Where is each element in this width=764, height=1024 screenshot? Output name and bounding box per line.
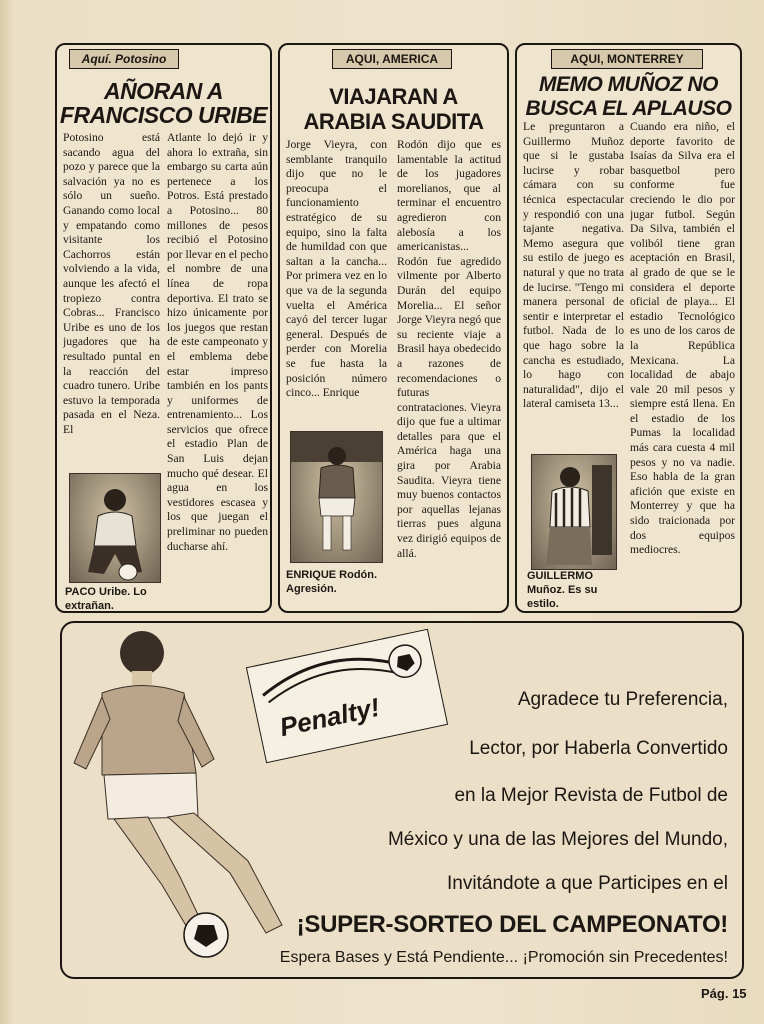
- page-number: Pág. 15: [701, 986, 747, 1001]
- article-column-1: Jorge Vieyra, con semblante tranquilo dijo que no le preocupa el funcionamiento estratégico de su equipo, sino la falta de humildad con que saltan a la cancha... Por primera vez en lo que va de la segunda vuelta el América cayó del tercer lugar general. Después de perder con Morelia se fue hasta la posición número cinco... Enrique: [286, 138, 387, 400]
- caption-text: Lo extrañan.: [65, 586, 147, 612]
- player-photo-drawing: [532, 455, 616, 569]
- article-headline-line-1: VIAJARAN A: [329, 84, 458, 109]
- caption-name: GUILLERMO Muñoz.: [527, 570, 593, 596]
- ad-headline: ¡SUPER-SORTEO DEL CAMPEONATO!: [296, 911, 728, 938]
- photo-caption: [286, 568, 390, 596]
- article-america: [278, 43, 509, 613]
- section-tag: AQUI, MONTERREY: [551, 49, 703, 69]
- article-headline-line-2: FRANCISCO URIBE: [59, 102, 268, 128]
- article-column-1: Potosino está sacando agua del pozo y parece que la salvación ya no es sólo un sueño. Ganando como local y empatando como visitante los Cachorros están volviendo a la vida, aunque les afectó el tropiezo contra Cobras... Francisco Uribe es uno de los jugadores que ha resultado puntal en la reacción del cuadro tunero. Uribe estuvo la temporada pasada en el Neza. El: [63, 131, 160, 436]
- logo-wordmark: Penalty!: [276, 691, 383, 743]
- player-photo: [531, 454, 617, 570]
- article-column-1: Le preguntaron a Guillermo Muñoz que si le gustaba lucirse y robar cámara con su técnica espectacular y respondió con una tajante negativa. Memo asegura que su estilo de juego es natural y que no trata de lucirse. "Tengo mi manera personal de sentir e interpretar el futbol. Nada de lo que hago sobre la cancha es estudiado, lo hago con naturalidad", dijo el lateral camiseta 13...: [523, 120, 624, 411]
- photo-caption: [65, 585, 169, 613]
- article-headline-line-2: ARABIA SAUDITA: [303, 109, 484, 134]
- caption-name: PACO Uribe.: [65, 586, 131, 598]
- section-tag: Aquí. Potosino: [69, 49, 179, 69]
- article-column-2: Atlante lo dejó ir y ahora lo extraña, sin embargo su carta aún pertenece a los Potros. Está prestado a Potosino... 80 millones de pesos recibió el Potosino por llevar en el pecho el nombre de una línea de ropa deportiva. El trato se hizo únicamente por los juegos que restan de este campeonato y el emblema debe estar impreso también en los pants y uniformes de entrenamiento... Los servicios que ofrece el estadio Plan de San Luis dejan mucho qué desear. El agua en los vestidores escasea y los que juegan el preliminar no pueden ducharse ahí.: [167, 131, 268, 553]
- ad-text-line-3: en la Mejor Revista de Futbol de: [454, 785, 728, 806]
- ad-text-line-1: Agradece tu Preferencia,: [517, 689, 728, 710]
- article-monterrey: [515, 43, 742, 613]
- ad-text-line-4: México y una de las Mejores del Mundo,: [387, 829, 728, 850]
- player-photo-drawing: [70, 474, 160, 582]
- article-column-2: Rodón dijo que es lamentable la actitud de los jugadores morelianos, que al terminar el encuentro agredieron con alebosía a los americanistas... Rodón fue agredido vilmente por Alberto Durán del equipo Morelia... El señor Jorge Vieyra negó que su reciente viaje a Brasil haya obedecido a razones de recomendaciones o futuras contrataciones. Vieyra dijo que fue a ultimar detalles para que el América haga una gira por Arabia Saudita. Vieyra tiene muy buenos contactos por aquellas lejanas tierras pues alguna vez dirigió equipos de allá.: [397, 138, 501, 560]
- caption-name: ENRIQUE Rodón.: [286, 569, 378, 581]
- player-photo: [69, 473, 161, 583]
- ad-text-line-5: Invitándote a que Participes en el: [447, 873, 728, 894]
- penalty-advertisement: [60, 621, 744, 979]
- caption-text: Es su estilo.: [527, 584, 598, 610]
- player-photo-drawing: [291, 432, 382, 562]
- ad-text-line-2: Lector, por Haberla Convertido: [469, 738, 728, 759]
- photo-caption: [527, 569, 631, 611]
- article-column-2: Cuando era niño, el deporte favorito de Isaías da Silva era el basquetbol pero conforme fue creciendo le dio por jugar futbol. Según Da Silva, también el voliból tiene gran aceptación en Brasil, al grado de que se le considera el deporte oficial de playa... El estadio Tecnológico es uno de los caros de la República Mexicana. La localidad de abajo vale 20 mil pesos y siempre está llena. En el estadio de los Pumas la localidad más cara cuesta 4 mil pesos y no va nadie. Eso habla de la gran afición que existe en Monterrey y que ha sido traicionada por dos equipos mediocres.: [630, 120, 735, 557]
- article-headline-line-2: BUSCA EL APLAUSO: [525, 97, 732, 120]
- ad-footer: Espera Bases y Está Pendiente... ¡Promoción sin Precedentes!: [279, 949, 728, 966]
- section-tag: AQUI, AMERICA: [332, 49, 452, 69]
- article-headline-line-1: MEMO MUÑOZ NO: [539, 73, 718, 96]
- article-headline-line-1: AÑORAN A: [103, 78, 224, 104]
- player-photo: [290, 431, 383, 563]
- article-potosino: [55, 43, 272, 613]
- caption-text: Agresión.: [286, 583, 337, 595]
